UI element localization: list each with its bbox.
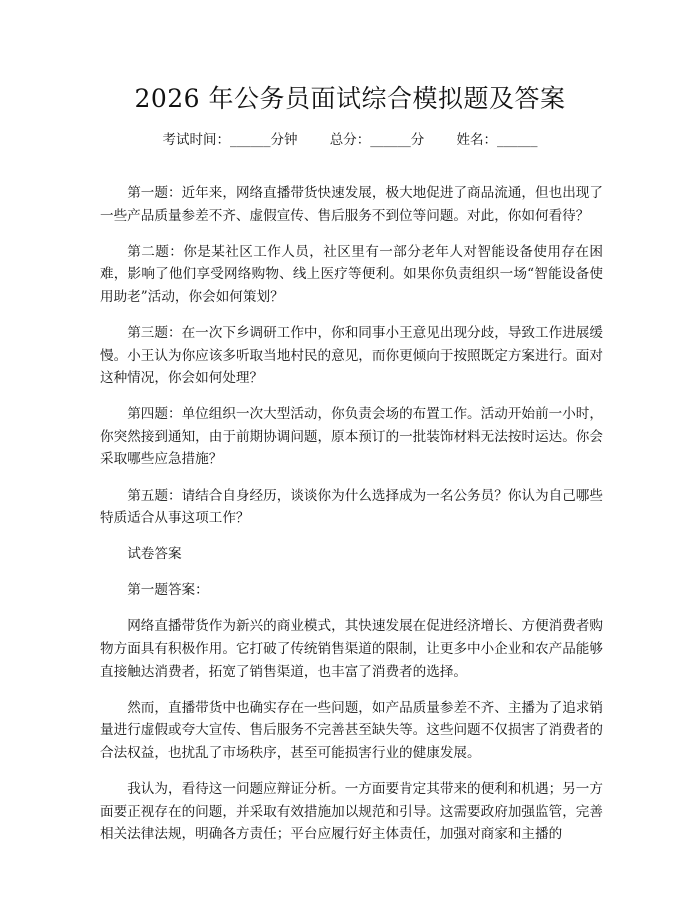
question-2: 第二题：你是某社区工作人员，社区里有一部分老年人对智能设备使用存在困难，影响了他们享受网络购物、线上医疗等便利。如果你负责组织一场“智能设备使用助老”活动，你会如何策划？ bbox=[100, 243, 603, 305]
answers-heading: 试卷答案 bbox=[127, 546, 182, 563]
question-4: 第四题：单位组织一次大型活动，你负责会场的布置工作。活动开始前一小时，你突然接到通知，由于前期协调问题，原本预订的一批装饰材料无法按时运达。你会采取哪些应急措施？ bbox=[100, 406, 603, 468]
answer-1-paragraph-2: 然而，直播带货中也确实存在一些问题，如产品质量参差不齐、主播为了追求销量进行虚假或夸大宣传、售后服务不完善甚至缺失等。这些问题不仅损害了消费者的合法权益，也扰乱了市场秩序，甚至可能损害行业的健康发展。 bbox=[100, 699, 603, 761]
exam-info-line bbox=[0, 130, 700, 150]
exam-time-field: 考试时间：______分钟 bbox=[162, 132, 298, 148]
total-score-field: 总分：______分 bbox=[329, 132, 425, 148]
question-3: 第三题：在一次下乡调研工作中，你和同事小王意见出现分歧，导致工作进展缓慢。小王认为你应该多听取当地村民的意见，而你更倾向于按照既定方案进行。面对这种情况，你会如何处理？ bbox=[100, 324, 603, 387]
document-title: 2026 年公务员面试综合模拟题及答案 bbox=[134, 84, 566, 113]
question-1: 第一题：近年来，网络直播带货快速发展，极大地促进了商品流通，但也出现了一些产品质量参差不齐、虚假宣传、售后服务不到位等问题。对此，你如何看待？ bbox=[100, 185, 603, 224]
answer-1-paragraph-1: 网络直播带货作为新兴的商业模式，其快速发展在促进经济增长、方便消费者购物方面具有积极作用。它打破了传统销售渠道的限制，让更多中小企业和农产品能够直接触达消费者，拓宽了销售渠道，也丰富了消费者的选择。 bbox=[100, 618, 603, 680]
answer-1-paragraph-3: 我认为，看待这一问题应辩证分析。一方面要肯定其带来的便利和机遇；另一方面要正视存在的问题，并采取有效措施加以规范和引导。这需要政府加强监管，完善相关法律法规，明确各方责任；平台应履行好主体责任，加强对商家和主播的 bbox=[100, 780, 603, 843]
answer-1-heading: 第一题答案： bbox=[127, 582, 209, 599]
name-field: 姓名：______ bbox=[456, 132, 538, 148]
question-5: 第五题：请结合自身经历，谈谈你为什么选择成为一名公务员？你认为自己哪些特质适合从事这项工作？ bbox=[100, 487, 603, 527]
document-body bbox=[100, 182, 603, 859]
